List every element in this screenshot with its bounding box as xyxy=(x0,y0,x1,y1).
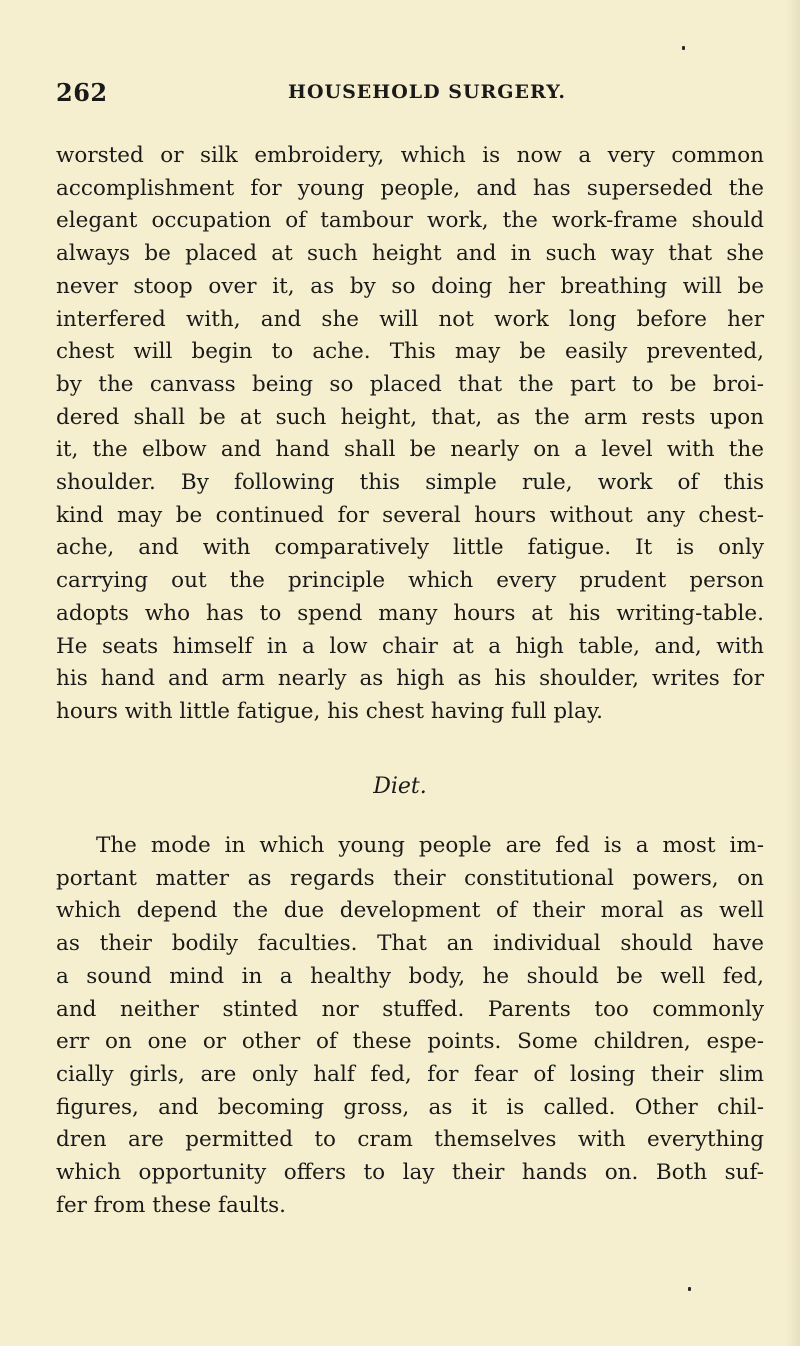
text-line: elegant occupation of tambour work, the work-frame should xyxy=(56,208,764,234)
paragraph-embroidery xyxy=(56,140,764,729)
text-line: adopts who has to spend many hours at his writing-table. xyxy=(56,600,764,626)
text-line: always be placed at such height and in such way that she xyxy=(56,241,764,267)
paragraph-diet xyxy=(56,830,764,1222)
text-line: err on one or other of these points. Some children, espe- xyxy=(56,1029,764,1055)
text-line: The mode in which young people are fed is a most im- xyxy=(96,833,764,858)
text-line: a sound mind in a healthy body, he should be well fed, xyxy=(56,963,764,989)
text-line: carrying out the principle which every prudent person xyxy=(56,568,764,594)
text-line: interfered with, and she will not work long before her xyxy=(56,306,764,332)
text-line: which depend the due development of their moral as well xyxy=(56,898,764,924)
text-line: dered shall be at such height, that, as the arm rests upon xyxy=(56,404,764,430)
text-line: and neither stinted nor stuffed. Parents too commonly xyxy=(56,996,764,1022)
text-line: fer from these faults. xyxy=(56,1192,287,1218)
text-line: never stoop over it, as by so doing her breathing will be xyxy=(56,273,764,299)
text-line: which opportunity offers to lay their hands on. Both suf- xyxy=(56,1160,764,1186)
text-line: hours with little fatigue, his chest having full play. xyxy=(56,698,603,724)
text-line: accomplishment for young people, and has superseded the xyxy=(56,175,764,201)
text-line: portant matter as regards their constitutional powers, on xyxy=(56,865,764,891)
text-line: figures, and becoming gross, as it is called. Other chil- xyxy=(56,1094,764,1120)
ink-speck xyxy=(682,46,685,50)
text-line: it, the elbow and hand shall be nearly on a level with the xyxy=(56,437,764,463)
text-line: shoulder. By following this simple rule, work of this xyxy=(56,470,764,496)
running-head: HOUSEHOLD SURGERY. xyxy=(288,81,566,103)
text-line: his hand and arm nearly as high as his shoulder, writes for xyxy=(56,666,764,692)
page-edge-shadow xyxy=(786,0,800,1346)
text-line: dren are permitted to cram themselves with everything xyxy=(56,1127,764,1153)
text-line: ache, and with comparatively little fatigue. It is only xyxy=(56,535,764,561)
text-line: by the canvass being so placed that the part to be broi- xyxy=(56,371,764,397)
page-header xyxy=(56,78,756,112)
text-line: He seats himself in a low chair at a high table, and, with xyxy=(56,633,764,659)
text-line: cially girls, are only half fed, for fear of losing their slim xyxy=(56,1061,764,1087)
section-heading: Diet. xyxy=(373,774,427,799)
text-line: as their bodily faculties. That an individual should have xyxy=(56,931,764,957)
page-number: 262 xyxy=(56,78,108,107)
text-line: kind may be continued for several hours without any chest- xyxy=(56,502,764,528)
ink-speck xyxy=(688,1287,691,1291)
text-line: worsted or silk embroidery, which is now a very common xyxy=(56,143,764,168)
text-line: chest will begin to ache. This may be easily prevented, xyxy=(56,339,764,365)
